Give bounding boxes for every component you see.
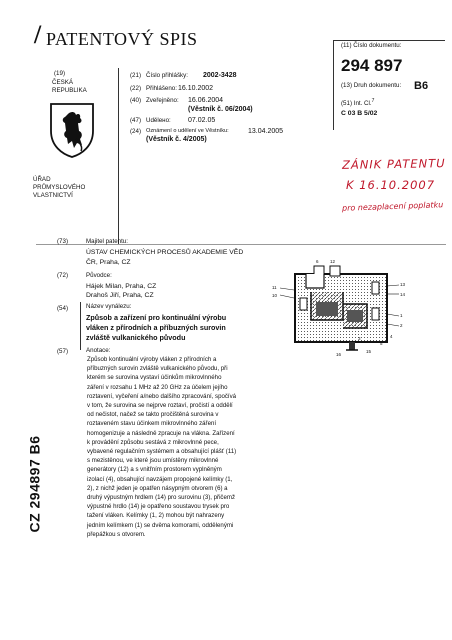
office-line2: PRŮMYSLOVÉHO xyxy=(33,184,86,191)
bib-label: Přihlášeno: xyxy=(146,85,177,92)
bib-value: 2002-3428 xyxy=(203,72,237,79)
intcl-value: C 03 B 5/02 xyxy=(341,110,378,117)
figure-label: 15 xyxy=(366,349,372,354)
bib-label: Udělено: xyxy=(146,117,171,124)
office-line3: VLASTNICTVÍ xyxy=(33,192,73,199)
owner-line2: ČR, Praha, CZ xyxy=(86,259,131,266)
intcl-label xyxy=(341,98,374,108)
bib-extra: (Věstník č. 4/2005) xyxy=(146,136,207,143)
intcl-sup: 7 xyxy=(371,98,375,104)
abstract-label: Anotace: xyxy=(86,347,111,354)
owner-line1: ÚSTAV CHEMICKÝCH PROCESŮ AKADEMIE VĚD xyxy=(86,249,244,256)
figure-label: 2 xyxy=(400,323,403,328)
inventor-2: Drahoš Jiří, Praha, CZ xyxy=(86,292,154,299)
bib-value: 13.04.2005 xyxy=(248,128,284,135)
bib-value: 07.02.05 xyxy=(188,117,216,124)
bib-label: Oznámení o udělení ve Věstníku: xyxy=(146,128,229,134)
bib-code: (40) xyxy=(130,97,142,104)
bib-label: Zveřejněno: xyxy=(146,97,179,104)
country-line1: ČESKÁ xyxy=(52,79,73,86)
bib-code: (21) xyxy=(130,72,142,79)
figure-label: 16 xyxy=(336,352,342,357)
doc-number-label: (11) Číslo dokumentu: xyxy=(341,42,402,49)
figure-label: 12 xyxy=(330,259,336,264)
page-title: PATENTOVÝ SPIS xyxy=(46,29,198,49)
inventor-1: Hájek Milan, Praha, CZ xyxy=(86,283,157,290)
apparatus-drawing xyxy=(270,258,410,358)
figure-label: 5 xyxy=(380,341,383,346)
figure-label: 3 xyxy=(358,336,361,341)
bib-label: Číslo přihlášky: xyxy=(146,72,188,79)
kind-label: (13) Druh dokumentu: xyxy=(341,82,402,89)
inventors-label: Původce: xyxy=(86,272,112,279)
side-document-code: CZ 294897 B6 xyxy=(26,435,43,533)
intcl-label-text: (51) Int. Cl. xyxy=(341,100,372,108)
invention-code: (54) xyxy=(57,305,69,312)
figure-label: 4 xyxy=(390,334,393,339)
figure-label: 10 xyxy=(272,293,278,298)
abstract-code: (57) xyxy=(57,348,69,355)
bib-value: 16.10.2002 xyxy=(178,85,214,92)
owner-code: (73) xyxy=(57,238,69,245)
invention-title-line3: zvláště vulkanického původu xyxy=(86,333,186,342)
office-line1: ÚŘAD xyxy=(33,176,51,183)
bib-code: (24) xyxy=(130,128,142,135)
doc-number: 294 897 xyxy=(341,56,403,75)
title-slash: / xyxy=(34,20,42,49)
bib-code: (22) xyxy=(130,85,142,92)
invention-label: Název vynálezu: xyxy=(86,303,132,310)
invention-title-line1: Způsob a zařízení pro kontinuální výrobu xyxy=(86,313,227,322)
bib-code: (47) xyxy=(130,117,142,124)
invention-title-line2: vláken z přírodních a příbuzných surovin xyxy=(86,323,226,332)
figure-label: 1 xyxy=(400,313,403,318)
handwritten-expiry-line2: K 16.10.2007 xyxy=(346,178,436,192)
inventors-code: (72) xyxy=(57,272,69,279)
kind-code: B6 xyxy=(414,80,429,92)
coat-of-arms-emblem xyxy=(48,101,96,159)
country-code: (19) xyxy=(54,70,66,77)
figure-label: 13 xyxy=(400,282,406,287)
handwritten-expiry-line3: pro nezaplacení poplatku xyxy=(341,200,444,213)
handwritten-expiry-line1: ZÁNIK PATENTU xyxy=(341,156,446,172)
country-line2: REPUBLIKA xyxy=(52,87,87,94)
figure-label: 6 xyxy=(316,259,319,264)
bib-value: 16.06.2004 xyxy=(188,97,224,104)
figure-label: 14 xyxy=(400,292,406,297)
abstract-text: Způsob kontinuální výroby vláken z přírodních a příbuzných surovin zvláště vulkanického původu, při kterém se surovina vystaví účinkům mikrovlnného záření v rozsahu 1 MHz až 20 GHz za účelem jejího roztavení, vyčeření a/nebo dalšího zpracování, spočívá v tom, že surovina se nejprve roztaví, pročistí a oddělí od nečistot, načež se takto pročištěná surovina v roztaveném stavu účinkem mikrovlnného záření homogenizuje a následně zpracuje na vlákna. Zařízení k provádění způsobu sestává z mikrovlnné pece, vybavené regulačním systémem a obsahující plášť (11) s mezistěnou, ve které jsou umístěny mikrovlnné generátory (12) a s vnitřním prostorem vyplněným izolací (4), obsahující navzájem propojené kelímky (1, 2), z nichž jeden je opatřen násypným otvorem (6) a druhý výpustným hrdlem (14) pro surovinu (3), přičemž výpustné hrdlo (14) je opatřeno soustavou trysek pro tažení vláken. Kelímky (1, 2) mohou být nahrazeny jedním kelímkem (1) se dvěma komorami, oddělenými přepážkou s otvorem. xyxy=(87,356,237,538)
owner-label: Majitel patentu: xyxy=(86,238,128,245)
figure-label: 11 xyxy=(272,285,277,290)
bib-extra: (Věstník č. 06/2004) xyxy=(188,106,253,113)
